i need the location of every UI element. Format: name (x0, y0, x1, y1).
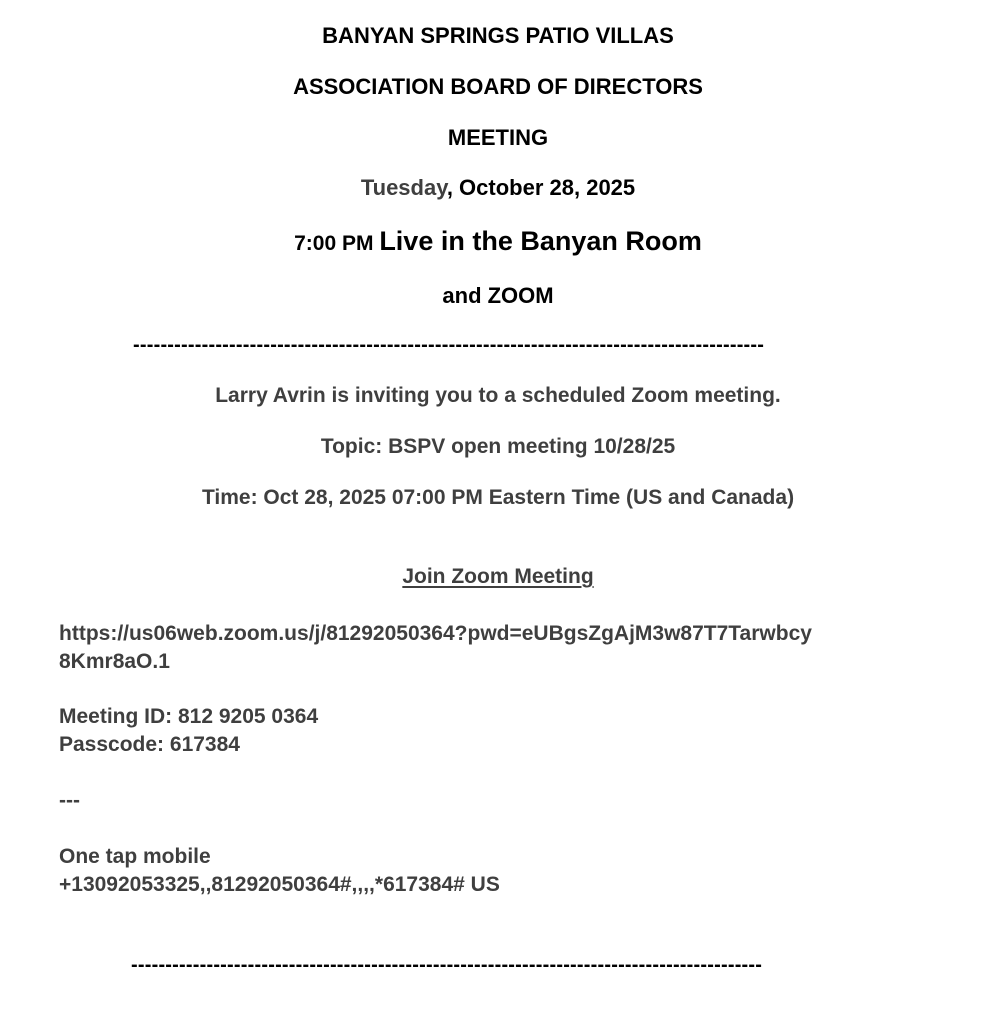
meeting-date-rest: , October 28, 2025 (446, 175, 636, 200)
invite-topic: Topic: BSPV open meeting 10/28/25 (320, 435, 676, 458)
one-tap-mobile-number[interactable]: +13092053325,,81292050364#,,,,*617384# US (59, 873, 500, 896)
board-title: ASSOCIATION BOARD OF DIRECTORS (293, 74, 703, 99)
divider-bottom: -------------------------------------------------------------------------------------------- (131, 954, 763, 976)
separator: --- (59, 789, 80, 812)
zoom-url-line-1[interactable]: https://us06web.zoom.us/j/81292050364?pwd=eUBgsZgAjM3w87T7Tarwbcy (59, 622, 812, 645)
meeting-location: Live in the Banyan Room (379, 226, 702, 256)
meeting-heading: MEETING (447, 125, 549, 150)
meeting-date (0, 175, 996, 201)
one-tap-mobile-label: One tap mobile (59, 845, 211, 868)
meeting-time: 7:00 PM (294, 232, 380, 255)
zoom-url-line-2[interactable]: 8Kmr8aO.1 (59, 650, 170, 673)
invite-host-line: Larry Avrin is inviting you to a scheduled Zoom meeting. (215, 384, 781, 407)
passcode: Passcode: 617384 (59, 733, 240, 756)
meeting-id: Meeting ID: 812 9205 0364 (59, 705, 319, 728)
invite-time: Time: Oct 28, 2025 07:00 PM Eastern Time (US and Canada) (201, 486, 795, 509)
association-name: BANYAN SPRINGS PATIO VILLAS (322, 23, 674, 48)
meeting-time-location (0, 226, 996, 257)
and-zoom: and ZOOM (442, 283, 554, 308)
meeting-day: Tuesday (360, 175, 447, 200)
divider-top: -------------------------------------------------------------------------------------------- (133, 334, 765, 356)
join-zoom-meeting-link[interactable]: Join Zoom Meeting (402, 565, 594, 588)
